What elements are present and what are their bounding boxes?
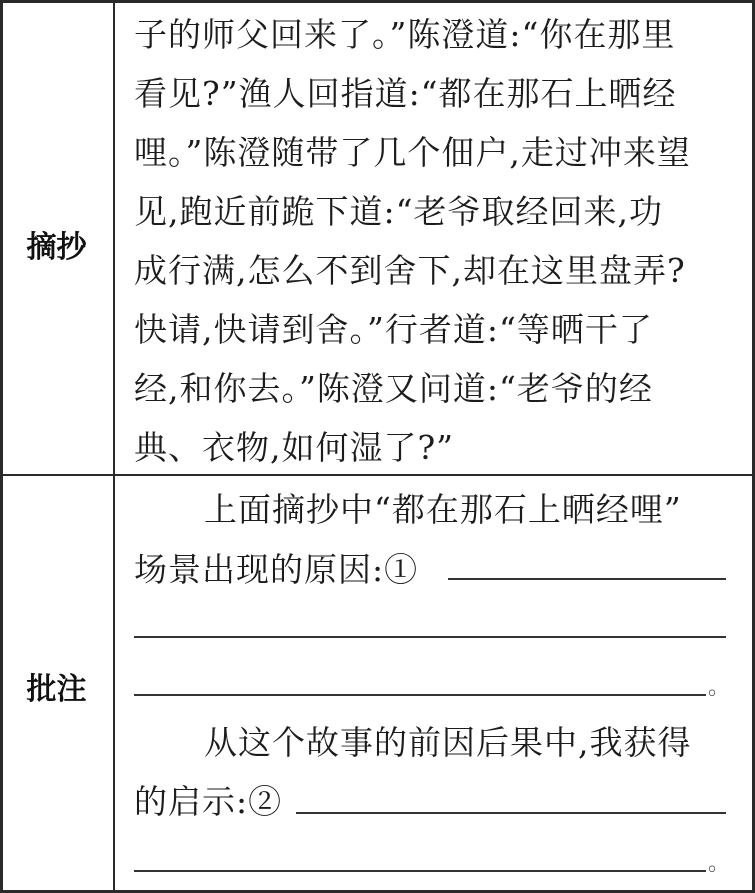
answer-1-blank-3[interactable] xyxy=(134,694,706,696)
answer-1-end-mark: 。 xyxy=(708,675,731,700)
excerpt-line-6: 快请,快请到舍。”行者道:“等晒干了 xyxy=(134,310,653,349)
annotation-label: 批注 xyxy=(26,672,87,707)
excerpt-line-7: 经,和你去。”陈澄又问道:“老爷的经 xyxy=(134,369,653,408)
question-2-line-1: 从这个故事的前因后果中,我获得 xyxy=(204,723,692,762)
excerpt-line-8: 典、衣物,如何湿了?” xyxy=(134,428,455,467)
answer-2-blank-1[interactable] xyxy=(296,812,726,814)
question-1-line-2: 场景出现的原因:① xyxy=(134,550,419,589)
excerpt-line-1: 子的师父回来了。”陈澄道:“你在那里 xyxy=(134,15,676,54)
table-column-divider xyxy=(113,0,115,893)
excerpt-line-3: 哩。”陈澄随带了几个佃户,走过冲来望 xyxy=(134,133,691,172)
question-1-line-1: 上面摘抄中“都在那石上晒经哩” xyxy=(204,490,682,529)
question-2-line-2: 的启示:② xyxy=(134,782,283,821)
answer-2-end-mark: 。 xyxy=(708,851,731,876)
answer-2-blank-2[interactable] xyxy=(134,870,706,872)
excerpt-label: 摘抄 xyxy=(26,230,87,265)
excerpt-line-2: 看见?”渔人回指道:“都在那石上晒经 xyxy=(134,74,677,113)
table-border-left xyxy=(0,0,3,893)
answer-1-blank-1[interactable] xyxy=(448,578,726,580)
answer-1-blank-2[interactable] xyxy=(134,636,726,638)
excerpt-line-4: 见,跑近前跪下道:“老爷取经回来,功 xyxy=(134,192,663,231)
excerpt-line-5: 成行满,怎么不到舍下,却在这里盘弄? xyxy=(134,251,686,290)
